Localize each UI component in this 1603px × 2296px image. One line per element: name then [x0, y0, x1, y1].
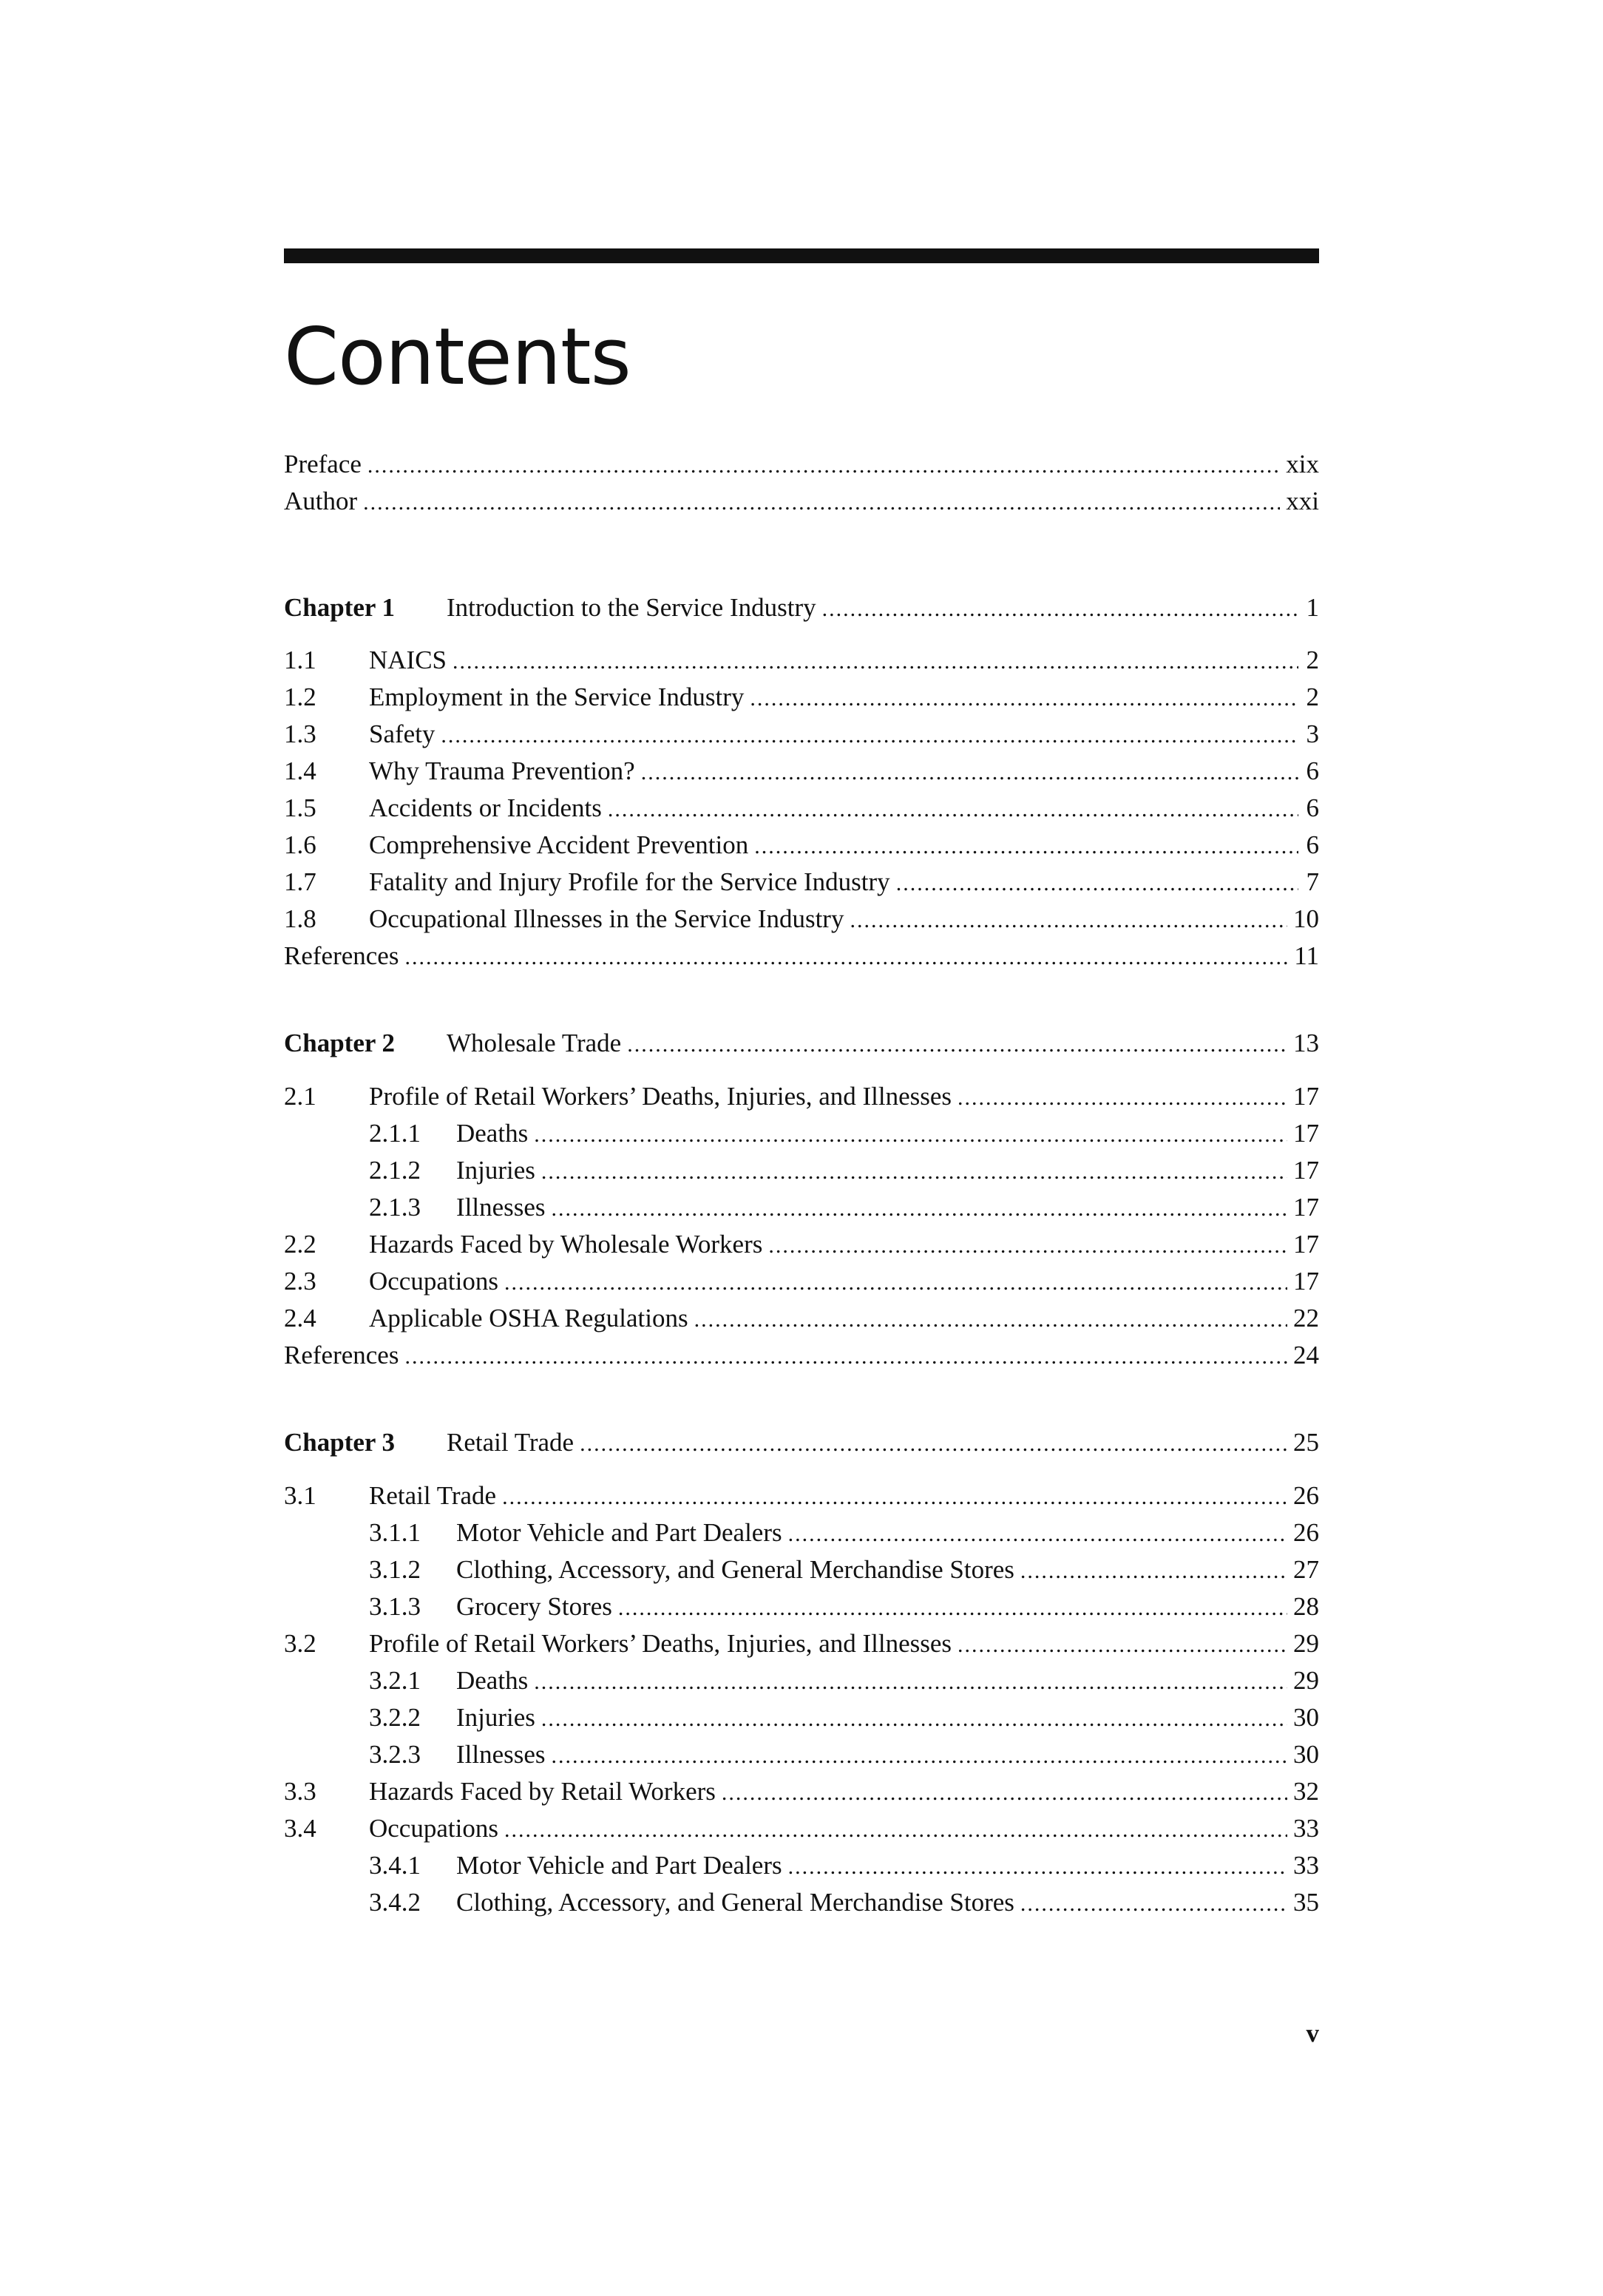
page-number: v [1306, 2019, 1319, 2048]
dot-leader [363, 484, 1280, 521]
section-number: 3.1.1 [369, 1518, 421, 1547]
dot-leader [850, 902, 1287, 939]
toc-entry-label: Comprehensive Accident Prevention [369, 830, 749, 859]
chapter-title: Wholesale Trade [447, 1029, 622, 1057]
subsection-entry [284, 1662, 1319, 1699]
dot-leader [441, 717, 1298, 754]
dot-leader [453, 643, 1298, 680]
section-number: 1.6 [284, 830, 316, 859]
dot-leader [1020, 1553, 1287, 1590]
toc-entry-label: Retail Trade [369, 1481, 497, 1510]
section-entry [284, 1263, 1319, 1300]
toc-entry-label: Preface [284, 450, 362, 478]
chapter-title: Retail Trade [447, 1428, 575, 1457]
section-number: 3.2.1 [369, 1666, 421, 1695]
dot-leader [896, 865, 1298, 902]
subsection-entry [284, 1189, 1319, 1226]
subsection-entry [284, 1847, 1319, 1884]
section-entry [284, 827, 1319, 864]
toc-entry-label: Safety [369, 719, 436, 748]
dot-leader [694, 1301, 1287, 1338]
dot-leader [541, 1154, 1287, 1191]
section-entry [284, 679, 1319, 716]
toc-page-number: 29 [1293, 1629, 1319, 1658]
toc-entry-label: Profile of Retail Workers’ Deaths, Injuries, and Illnesses [369, 1629, 952, 1658]
toc-page-number: 32 [1293, 1777, 1319, 1806]
section-number: 2.1.1 [369, 1119, 421, 1148]
front-matter-entry [284, 483, 1319, 520]
toc-page-number: 17 [1293, 1230, 1319, 1259]
toc-page-number: 1 [1306, 593, 1319, 622]
section-entry [284, 1810, 1319, 1847]
toc-entry-label: Author [284, 487, 358, 515]
toc-entry-label: Motor Vehicle and Part Dealers [456, 1518, 782, 1547]
toc-page-number: 26 [1293, 1518, 1319, 1547]
dot-leader [722, 1775, 1287, 1812]
section-number: 1.7 [284, 867, 316, 896]
section-number: 1.1 [284, 646, 316, 674]
section-number: 3.4.2 [369, 1888, 421, 1917]
section-number: 2.1.3 [369, 1193, 421, 1222]
subsection-entry [284, 1152, 1319, 1189]
toc-page-number: 2 [1306, 646, 1319, 674]
dot-leader [822, 591, 1298, 628]
dot-leader [504, 1264, 1287, 1301]
toc-entry-label: Occupations [369, 1814, 498, 1843]
dot-leader [608, 791, 1298, 828]
toc-entry-label: References [284, 941, 399, 970]
dot-leader [404, 1338, 1287, 1375]
front-matter-entry [284, 446, 1319, 483]
section-number: 1.3 [284, 719, 316, 748]
toc-page-number: 3 [1306, 719, 1319, 748]
subsection-entry [284, 1551, 1319, 1588]
toc-page-number: 35 [1293, 1888, 1319, 1917]
section-number: 2.3 [284, 1267, 316, 1296]
subsection-entry [284, 1699, 1319, 1736]
dot-leader [788, 1516, 1287, 1553]
section-number: 2.2 [284, 1230, 316, 1259]
dot-leader [502, 1479, 1287, 1516]
toc-page-number: 17 [1293, 1267, 1319, 1296]
section-entry [284, 716, 1319, 753]
section-number: 2.1 [284, 1082, 316, 1111]
dot-leader [367, 447, 1280, 484]
subsection-entry [284, 1588, 1319, 1625]
toc-page-number: 33 [1293, 1851, 1319, 1880]
toc-page-number: 17 [1293, 1193, 1319, 1222]
header-rule [284, 248, 1319, 263]
toc-entry-label: Occupational Illnesses in the Service Industry [369, 904, 844, 933]
section-entry [284, 1300, 1319, 1337]
section-entry [284, 901, 1319, 938]
toc-page-number: 10 [1293, 904, 1319, 933]
section-number: 3.4.1 [369, 1851, 421, 1880]
dot-leader [768, 1227, 1287, 1264]
section-entry [284, 1477, 1319, 1514]
chapter-label: Chapter 3 [284, 1428, 396, 1457]
toc-page-number: 33 [1293, 1814, 1319, 1843]
chapter-heading [284, 1025, 1319, 1062]
toc-entry-label: Motor Vehicle and Part Dealers [456, 1851, 782, 1880]
toc-entry-label: Clothing, Accessory, and General Merchandise Stores [456, 1555, 1014, 1584]
toc-page-number: 30 [1293, 1703, 1319, 1732]
toc-page-number: xxi [1286, 487, 1319, 515]
toc-page-number: 6 [1306, 756, 1319, 785]
toc-entry-label: Deaths [456, 1666, 529, 1695]
section-number: 2.4 [284, 1304, 316, 1332]
subsection-entry [284, 1736, 1319, 1773]
toc-entry-label: Grocery Stores [456, 1592, 612, 1621]
section-number: 3.1 [284, 1481, 316, 1510]
toc-page-number: 7 [1306, 867, 1319, 896]
toc-page-number: 24 [1293, 1341, 1319, 1369]
toc-page-number: 27 [1293, 1555, 1319, 1584]
section-number: 2.1.2 [369, 1156, 421, 1185]
page-title: Contents [284, 311, 631, 402]
toc-entry-label: References [284, 1341, 399, 1369]
dot-leader [627, 1026, 1287, 1063]
section-entry [284, 1078, 1319, 1115]
references-entry [284, 1337, 1319, 1374]
dot-leader [958, 1627, 1287, 1664]
toc-page-number: 2 [1306, 683, 1319, 711]
section-entry [284, 642, 1319, 679]
section-number: 3.2.2 [369, 1703, 421, 1732]
toc-entry-label: Why Trauma Prevention? [369, 756, 635, 785]
toc-page-number: 25 [1293, 1428, 1319, 1457]
section-number: 3.2.3 [369, 1740, 421, 1769]
section-entry [284, 1226, 1319, 1263]
toc-page-number: 26 [1293, 1481, 1319, 1510]
toc-page-number: xix [1286, 450, 1319, 478]
dot-leader [534, 1117, 1287, 1154]
toc-entry-label: Profile of Retail Workers’ Deaths, Injuries, and Illnesses [369, 1082, 952, 1111]
toc-entry-label: Hazards Faced by Retail Workers [369, 1777, 716, 1806]
toc-page-number: 6 [1306, 830, 1319, 859]
toc-page-number: 11 [1294, 941, 1319, 970]
section-number: 3.1.2 [369, 1555, 421, 1584]
toc-page-number: 17 [1293, 1156, 1319, 1185]
chapter-label: Chapter 1 [284, 593, 396, 622]
chapter-heading [284, 1424, 1319, 1461]
toc-entry-label: Deaths [456, 1119, 529, 1148]
dot-leader [504, 1812, 1287, 1849]
section-number: 3.2 [284, 1629, 316, 1658]
dot-leader [552, 1191, 1287, 1227]
dot-leader [404, 939, 1288, 976]
subsection-entry [284, 1884, 1319, 1921]
section-number: 3.4 [284, 1814, 316, 1843]
toc-entry-label: NAICS [369, 646, 447, 674]
subsection-entry [284, 1514, 1319, 1551]
dot-leader [750, 680, 1298, 717]
section-number: 1.8 [284, 904, 316, 933]
section-number: 1.4 [284, 756, 316, 785]
toc-entry-label: Fatality and Injury Profile for the Service Industry [369, 867, 890, 896]
toc-entry-label: Employment in the Service Industry [369, 683, 745, 711]
dot-leader [641, 754, 1298, 791]
section-entry [284, 864, 1319, 901]
dot-leader [552, 1738, 1287, 1775]
toc-entry-label: Injuries [456, 1703, 535, 1732]
toc-entry-label: Accidents or Incidents [369, 793, 602, 822]
toc-page-number: 29 [1293, 1666, 1319, 1695]
chapter-heading [284, 589, 1319, 626]
section-number: 1.5 [284, 793, 316, 822]
toc-entry-label: Injuries [456, 1156, 535, 1185]
toc-entry-label: Illnesses [456, 1740, 546, 1769]
references-entry [284, 938, 1319, 975]
dot-leader [534, 1664, 1287, 1701]
dot-leader [1020, 1886, 1287, 1923]
toc-page-number: 13 [1293, 1029, 1319, 1057]
toc-entry-label: Illnesses [456, 1193, 546, 1222]
toc-page-number: 6 [1306, 793, 1319, 822]
section-entry [284, 790, 1319, 827]
dot-leader [788, 1849, 1287, 1886]
section-entry [284, 1625, 1319, 1662]
dot-leader [618, 1590, 1287, 1627]
dot-leader [580, 1426, 1287, 1463]
toc-page-number: 17 [1293, 1119, 1319, 1148]
dot-leader [754, 828, 1298, 865]
dot-leader [958, 1080, 1287, 1117]
section-number: 1.2 [284, 683, 316, 711]
chapter-title: Introduction to the Service Industry [447, 593, 816, 622]
subsection-entry [284, 1115, 1319, 1152]
section-number: 3.1.3 [369, 1592, 421, 1621]
toc-page-number: 30 [1293, 1740, 1319, 1769]
toc-entry-label: Occupations [369, 1267, 498, 1296]
toc-page-number: 22 [1293, 1304, 1319, 1332]
toc-entry-label: Hazards Faced by Wholesale Workers [369, 1230, 763, 1259]
chapter-label: Chapter 2 [284, 1029, 396, 1057]
toc-page-number: 28 [1293, 1592, 1319, 1621]
toc-entry-label: Clothing, Accessory, and General Merchandise Stores [456, 1888, 1014, 1917]
section-entry [284, 753, 1319, 790]
toc-entry-label: Applicable OSHA Regulations [369, 1304, 688, 1332]
dot-leader [541, 1701, 1287, 1738]
section-entry [284, 1773, 1319, 1810]
toc-page-number: 17 [1293, 1082, 1319, 1111]
section-number: 3.3 [284, 1777, 316, 1806]
